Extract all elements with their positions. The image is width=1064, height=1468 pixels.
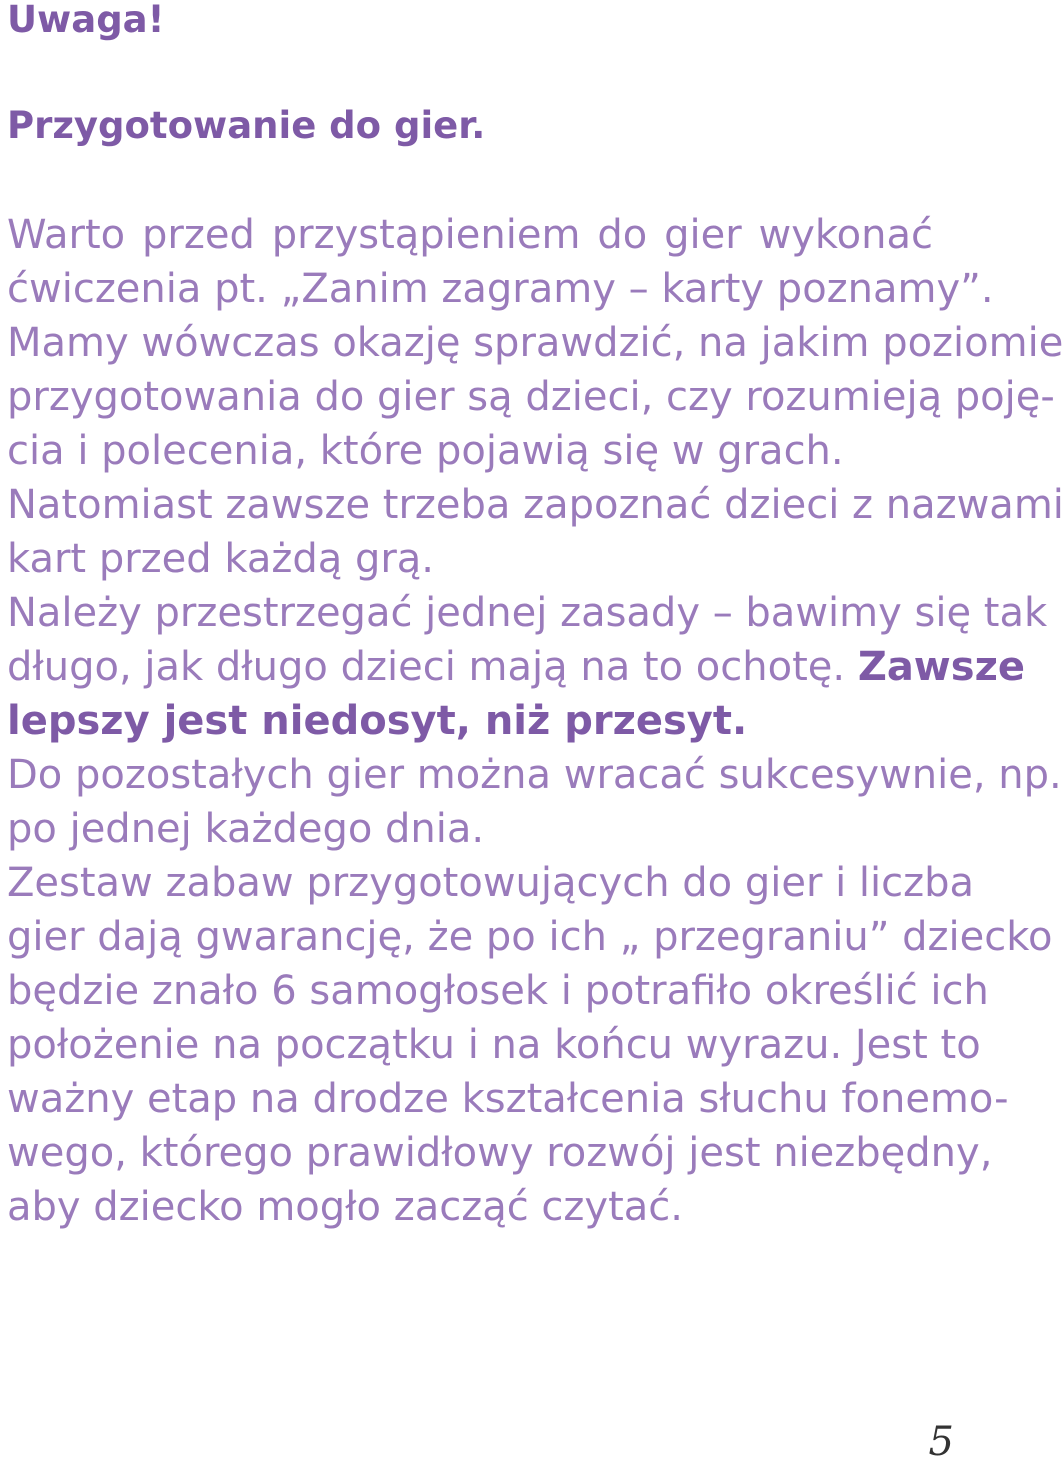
body-line-text: długo, jak długo dzieci mają na to ochotę.	[7, 644, 846, 690]
body-text	[7, 208, 1064, 1234]
emphasis-text: Zawsze	[857, 644, 1025, 690]
emphasis-line: lepszy jest niedosyt, niż przesyt.	[7, 698, 748, 744]
body-line: Warto przed przystąpieniem do gier wykonać	[7, 212, 933, 258]
body-line: po jednej każdego dnia.	[7, 806, 485, 852]
body-line: gier dają gwarancję, że po ich „ przegraniu” dziecko	[7, 914, 1053, 960]
section-title: Przygotowanie do gier.	[7, 104, 486, 147]
body-line: przygotowania do gier są dzieci, czy rozumieją poję-	[7, 374, 1055, 420]
page-number: 5	[928, 1419, 954, 1465]
body-line: ważny etap na drodze kształcenia słuchu fonemo-	[7, 1076, 1009, 1122]
body-line: Należy przestrzegać jednej zasady – bawimy się tak	[7, 590, 1048, 636]
body-line: kart przed każdą grą.	[7, 536, 435, 582]
body-line: ćwiczenia pt. „Zanim zagramy – karty poznamy”.	[7, 266, 994, 312]
body-line-mixed	[7, 640, 1025, 694]
body-line: Mamy wówczas okazję sprawdzić, na jakim poziomie	[7, 320, 1064, 366]
body-line: aby dziecko mogło zacząć czytać.	[7, 1184, 683, 1230]
body-line: będzie znało 6 samogłosek i potrafiło określić ich	[7, 968, 989, 1014]
attention-heading: Uwaga!	[7, 0, 165, 41]
body-line: Natomiast zawsze trzeba zapoznać dzieci z nazwami	[7, 482, 1064, 528]
body-line: cia i polecenia, które pojawią się w grach.	[7, 428, 844, 474]
body-line: Do pozostałych gier można wracać sukcesywnie, np.	[7, 752, 1062, 798]
body-line: położenie na początku i na końcu wyrazu. Jest to	[7, 1022, 981, 1068]
body-line: wego, którego prawidłowy rozwój jest niezbędny,	[7, 1130, 993, 1176]
body-line: Zestaw zabaw przygotowujących do gier i liczba	[7, 860, 975, 906]
